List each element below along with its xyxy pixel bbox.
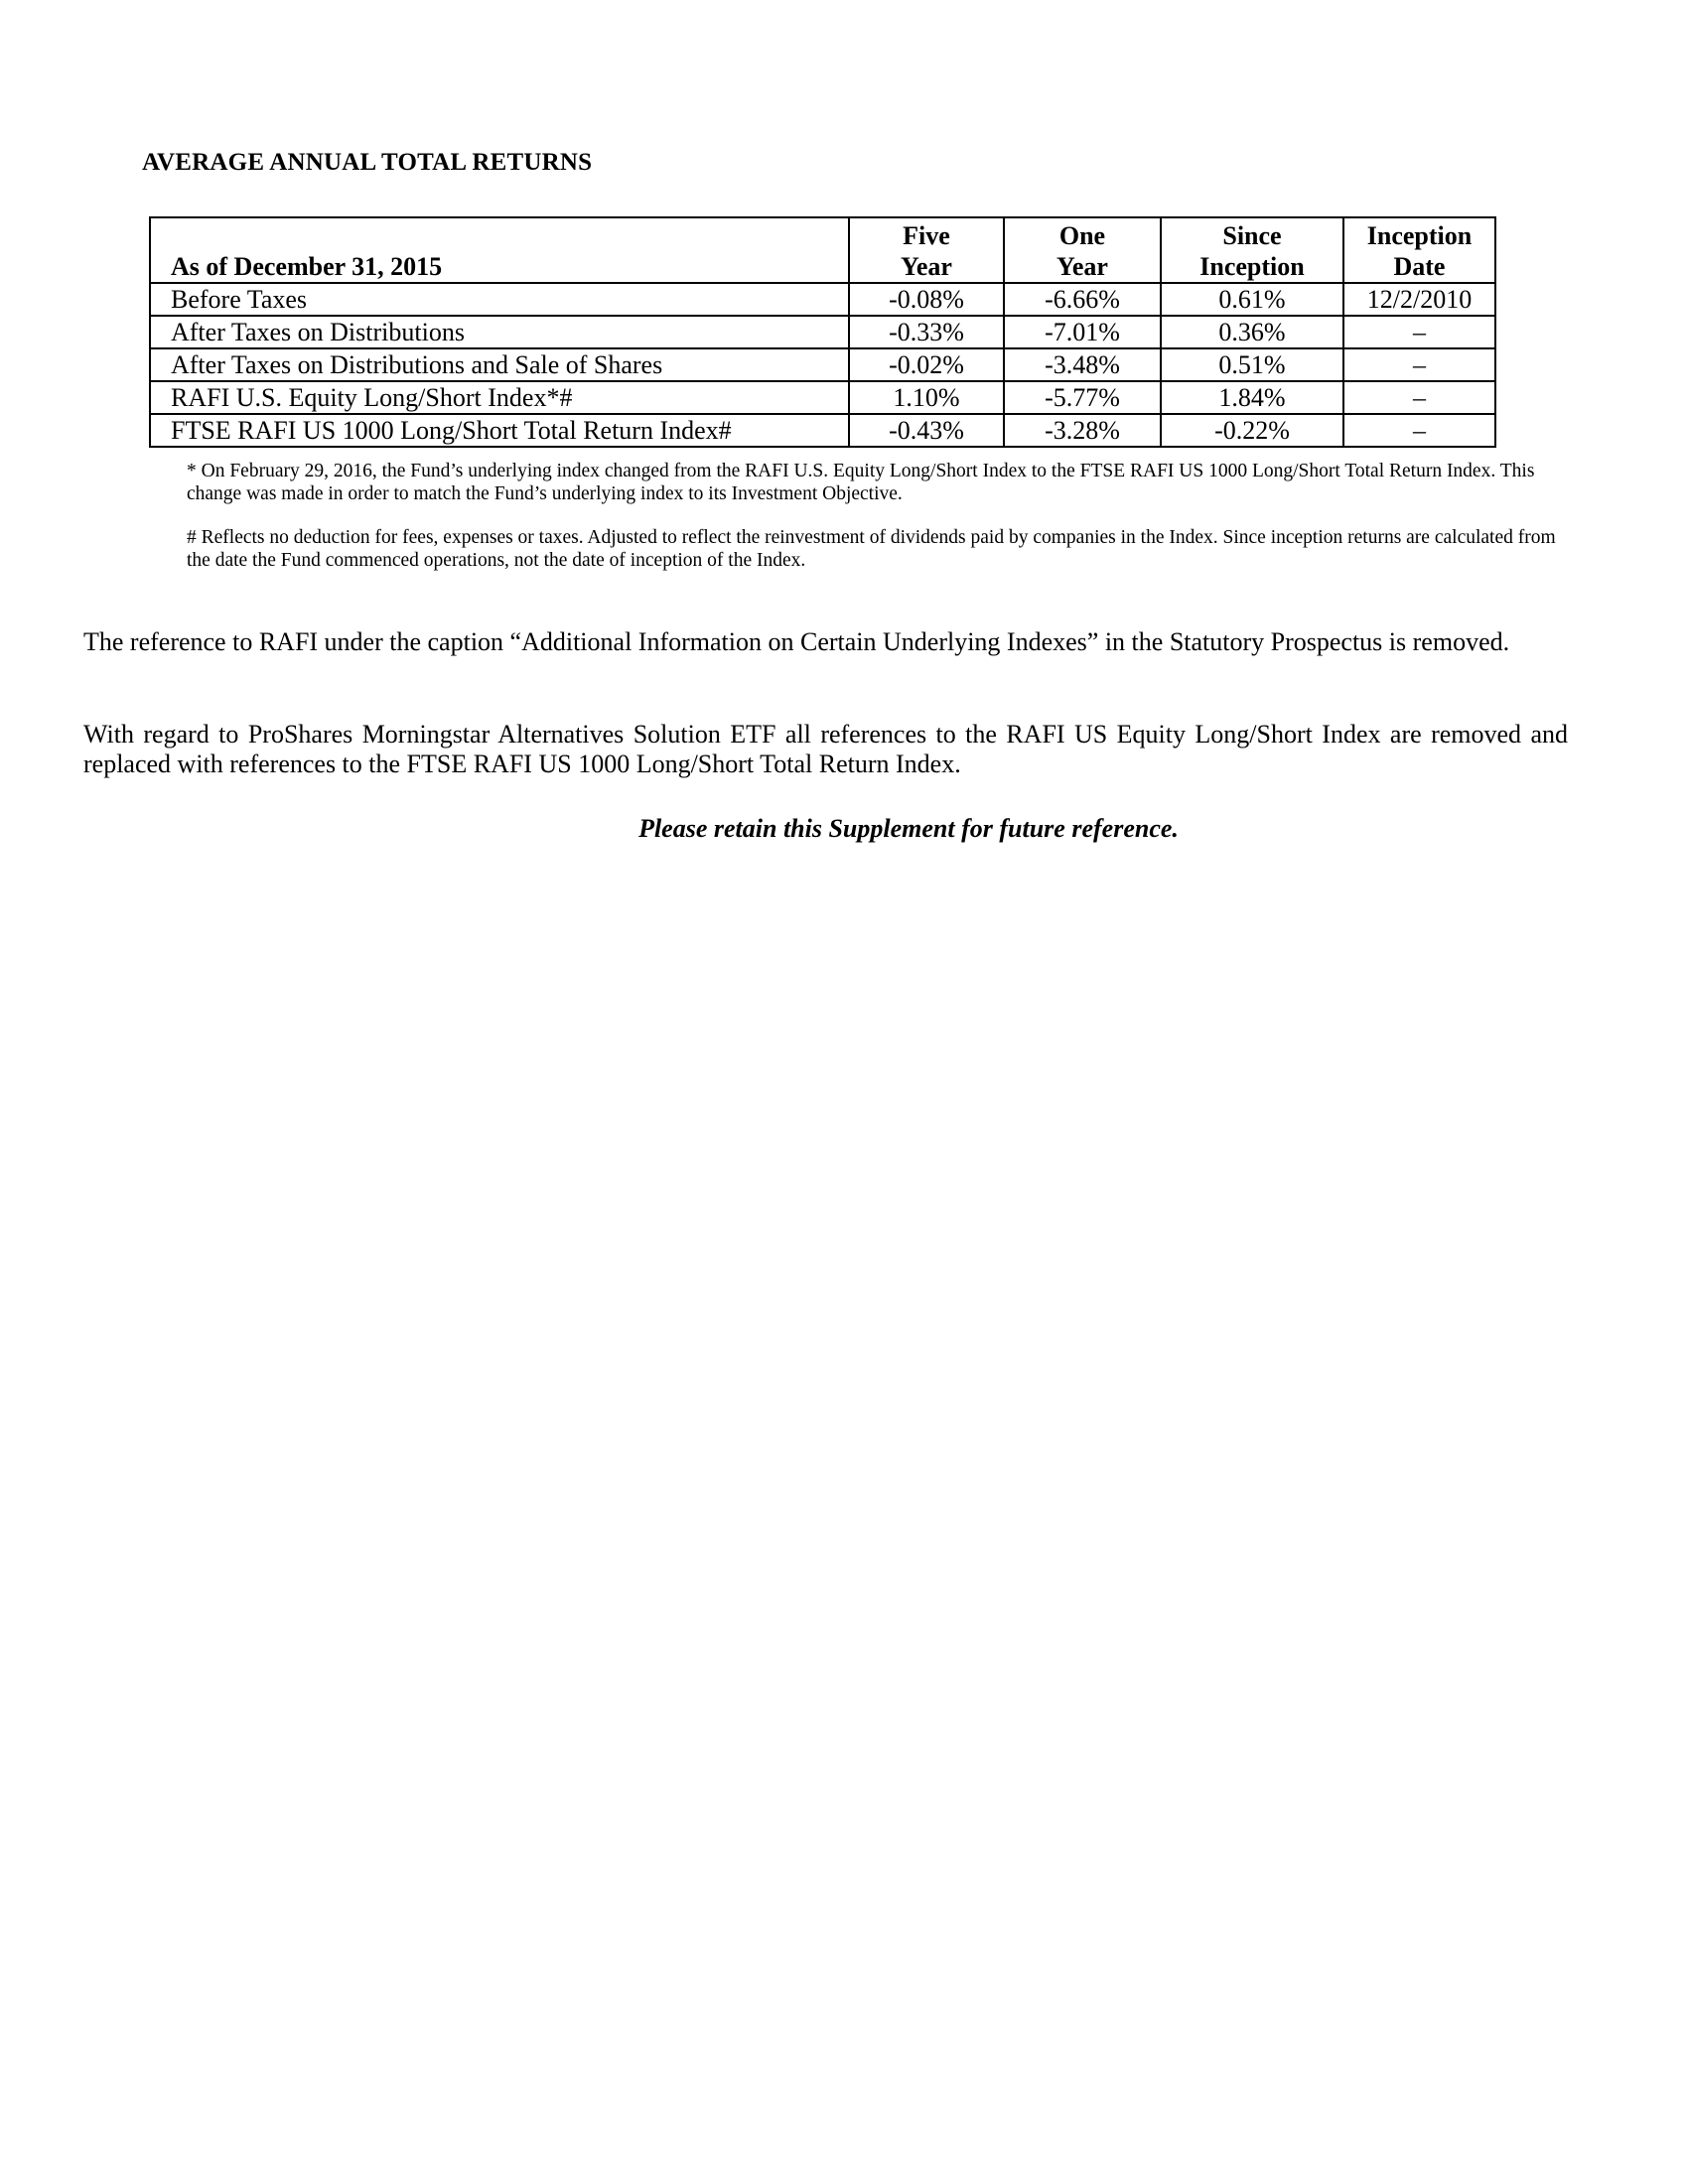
returns-table-header	[150, 217, 1495, 283]
one-year-value: -7.01%	[1004, 316, 1161, 348]
header-five-year	[849, 217, 1004, 283]
inception-date-value: –	[1343, 348, 1495, 381]
row-label: After Taxes on Distributions and Sale of Shares	[150, 348, 849, 381]
paragraph-proshares-replacement: With regard to ProShares Morningstar Alternatives Solution ETF all references to the RAFI US Equity Long/Short Index are removed and replaced with references to the FTSE RAFI US 1000 Long/Short Total Return Index.	[83, 720, 1568, 778]
header-as-of-date: As of December 31, 2015	[150, 217, 849, 283]
five-year-value: 1.10%	[849, 381, 1004, 414]
table-row	[150, 283, 1495, 316]
section-heading: AVERAGE ANNUAL TOTAL RETURNS	[142, 149, 593, 176]
row-label: RAFI U.S. Equity Long/Short Index*#	[150, 381, 849, 414]
table-row	[150, 316, 1495, 348]
closing-note: Please retain this Supplement for future reference.	[638, 814, 1179, 843]
header-inception-date	[1343, 217, 1495, 283]
one-year-value: -6.66%	[1004, 283, 1161, 316]
row-label: Before Taxes	[150, 283, 849, 316]
header-one-year-line2: Year	[1056, 252, 1108, 281]
one-year-value: -3.48%	[1004, 348, 1161, 381]
since-inception-value: 1.84%	[1161, 381, 1343, 414]
one-year-value: -3.28%	[1004, 414, 1161, 447]
since-inception-value: 0.61%	[1161, 283, 1343, 316]
since-inception-value: 0.51%	[1161, 348, 1343, 381]
since-inception-value: 0.36%	[1161, 316, 1343, 348]
five-year-value: -0.08%	[849, 283, 1004, 316]
table-row	[150, 348, 1495, 381]
returns-table	[149, 216, 1496, 448]
header-since-inception	[1161, 217, 1343, 283]
one-year-value: -5.77%	[1004, 381, 1161, 414]
row-label: After Taxes on Distributions	[150, 316, 849, 348]
inception-date-value: 12/2/2010	[1343, 283, 1495, 316]
header-five-year-line1: Five	[903, 221, 950, 250]
header-date-line2: Date	[1393, 252, 1446, 281]
inception-date-value: –	[1343, 316, 1495, 348]
footnote-hash: # Reflects no deduction for fees, expenses or taxes. Adjusted to reflect the reinvestment of dividends paid by companies in the Index. Since inception returns are calculated from the date the Fund commenced operations, not the date of inception of the Index.	[187, 527, 1556, 571]
footnote-asterisk: * On February 29, 2016, the Fund’s underlying index changed from the RAFI U.S. Equity Long/Short Index to the FTSE RAFI US 1000 Long/Short Total Return Index. This change was made in order to match the Fund’s underlying index to its Investment Objective.	[187, 461, 1535, 504]
five-year-value: -0.43%	[849, 414, 1004, 447]
five-year-value: -0.33%	[849, 316, 1004, 348]
header-five-year-line2: Year	[901, 252, 952, 281]
header-since-line2: Inception	[1199, 252, 1305, 281]
since-inception-value: -0.22%	[1161, 414, 1343, 447]
five-year-value: -0.02%	[849, 348, 1004, 381]
header-date-line1: Inception	[1366, 221, 1473, 250]
header-since-line1: Since	[1222, 221, 1282, 250]
table-row	[150, 414, 1495, 447]
inception-date-value: –	[1343, 381, 1495, 414]
row-label: FTSE RAFI US 1000 Long/Short Total Return Index#	[150, 414, 849, 447]
header-one-year-line1: One	[1058, 221, 1106, 250]
paragraph-rafi-reference: The reference to RAFI under the caption “Additional Information on Certain Underlying Indexes” in the Statutory Prospectus is removed.	[83, 627, 1510, 656]
inception-date-value: –	[1343, 414, 1495, 447]
table-row	[150, 381, 1495, 414]
header-one-year	[1004, 217, 1161, 283]
